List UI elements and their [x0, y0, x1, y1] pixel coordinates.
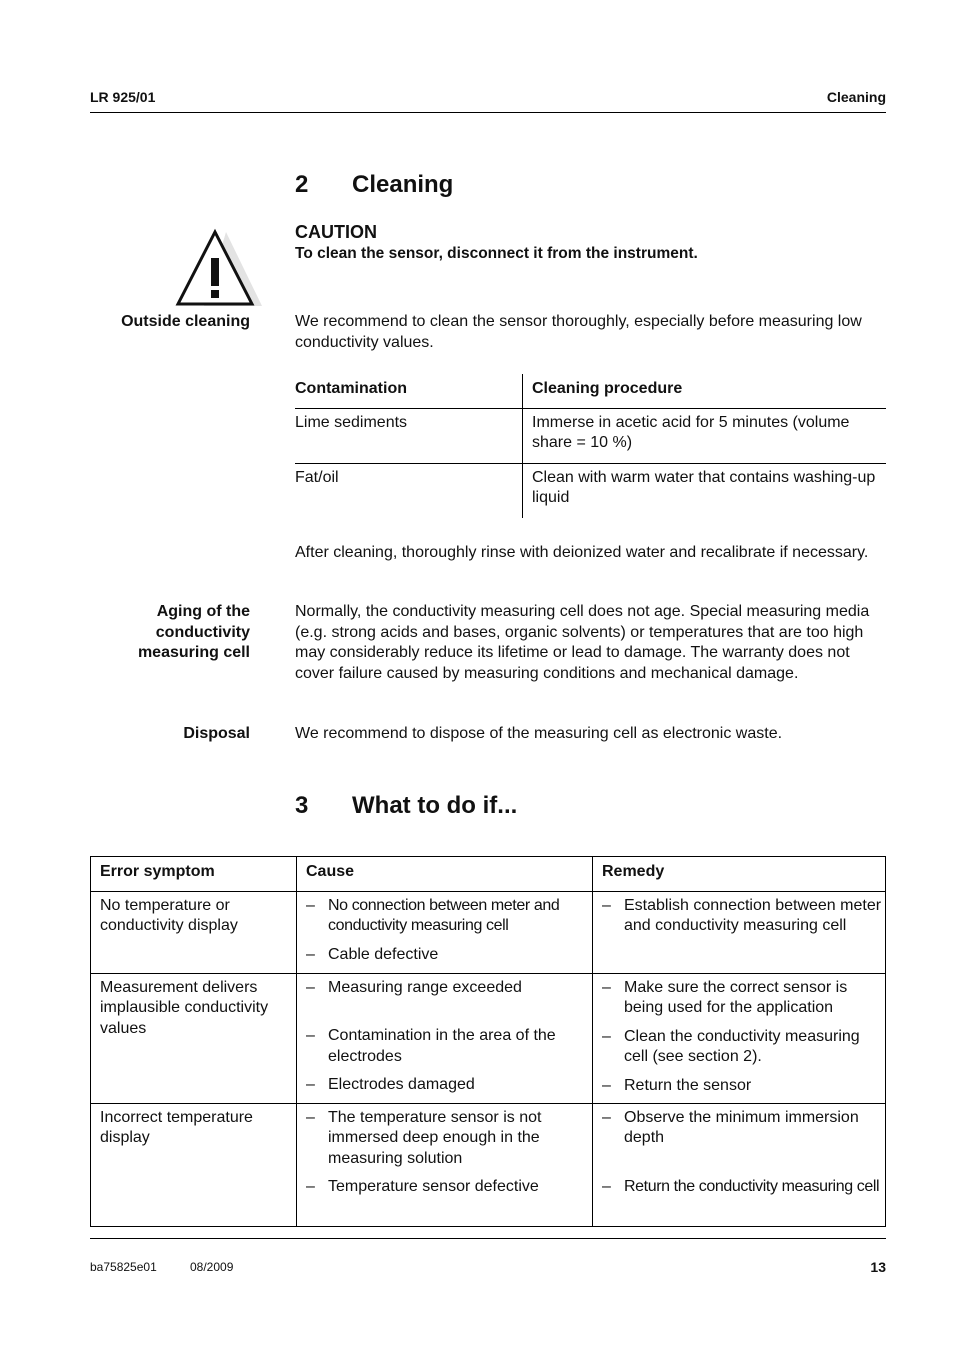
cause-cell [297, 1103, 593, 1226]
outside-cleaning-label: Outside cleaning [121, 313, 250, 330]
header-rule [90, 112, 886, 113]
cause-item: – Cable defective [306, 945, 589, 966]
symptom-cell: Measurement delivers implausible conductivity values [91, 973, 297, 1103]
table-row [295, 408, 886, 463]
caution-title: CAUTION [295, 222, 377, 242]
caution-text: To clean the sensor, disconnect it from the instrument. [295, 245, 698, 262]
table-row [91, 891, 886, 973]
remedy-cell [593, 891, 886, 973]
remedy-item: – Establish connection between meter and conductivity measuring cell [602, 896, 882, 937]
header-chapter: Cleaning [826, 89, 886, 105]
page-number: 13 [870, 1259, 886, 1275]
table-cell: Immerse in acetic acid for 5 minutes (volume share = 10 %) [523, 408, 887, 463]
cause-item: – Electrodes damaged [306, 1075, 589, 1096]
cause-item: – Contamination in the area of the electrodes [306, 1026, 589, 1067]
troubleshooting-table [90, 856, 886, 1227]
footer-rule [90, 1238, 886, 1239]
after-cleaning-text: After cleaning, thoroughly rinse with deionized water and recalibrate if necessary. [295, 544, 869, 561]
remedy-item: – Make sure the correct sensor is being used for the application [602, 978, 882, 1019]
aging-label: Aging of the conductivity measuring cell [137, 603, 250, 661]
cause-cell [297, 891, 593, 973]
warning-icon [174, 228, 264, 308]
table-header-row [295, 374, 886, 408]
symptom-cell: No temperature or conductivity display [91, 891, 297, 973]
section-3-heading: 3 What to do if... [295, 792, 518, 819]
section-2-heading: 2 Cleaning [295, 171, 454, 198]
cause-item: – Temperature sensor defective [306, 1177, 589, 1198]
disposal-label: Disposal [183, 725, 250, 742]
column-header: Cause [297, 857, 593, 892]
table-cell: Clean with warm water that contains washing-up liquid [523, 463, 887, 518]
footer-doc-number: ba75825e01 [90, 1260, 157, 1274]
table-cell: Lime sediments [295, 408, 523, 463]
remedy-item: – Observe the minimum immersion depth [602, 1108, 882, 1149]
remedy-item: – Return the conductivity measuring cell [602, 1177, 882, 1198]
remedy-item: – Clean the conductivity measuring cell (see section 2). [602, 1027, 882, 1068]
remedy-cell [593, 1103, 886, 1226]
table-row [91, 1103, 886, 1226]
column-header: Cleaning procedure [523, 374, 887, 408]
aging-text: Normally, the conductivity measuring cell does not age. Special measuring media (e.g. strong acids and bases, organic solvents) or temperatures that are too high may considerably reduce its lifetime or lead to damage. The warranty does not cover failure caused by measuring conditions and mechanical damage. [295, 603, 870, 682]
cause-cell [297, 973, 593, 1103]
table-header-row [91, 857, 886, 892]
footer-date: 08/2009 [190, 1260, 234, 1274]
cause-item: – No connection between meter and conductivity measuring cell [306, 896, 589, 937]
disposal-text: We recommend to dispose of the measuring cell as electronic waste. [295, 725, 783, 742]
remedy-cell [593, 973, 886, 1103]
cause-item: – The temperature sensor is not immersed deep enough in the measuring solution [306, 1108, 589, 1170]
table-row [91, 973, 886, 1103]
remedy-item: – Return the sensor [602, 1076, 882, 1097]
contamination-table [295, 374, 886, 518]
column-header: Contamination [295, 374, 523, 408]
cause-item: – Measuring range exceeded [306, 978, 589, 999]
outside-cleaning-text: We recommend to clean the sensor thoroughly, especially before measuring low conductivity values. [295, 313, 862, 351]
symptom-cell: Incorrect temperature display [91, 1103, 297, 1226]
table-row [295, 463, 886, 518]
column-header: Error symptom [91, 857, 297, 892]
column-header: Remedy [593, 857, 886, 892]
header-doc-title: LR 925/01 [90, 89, 156, 105]
table-cell: Fat/oil [295, 463, 523, 518]
